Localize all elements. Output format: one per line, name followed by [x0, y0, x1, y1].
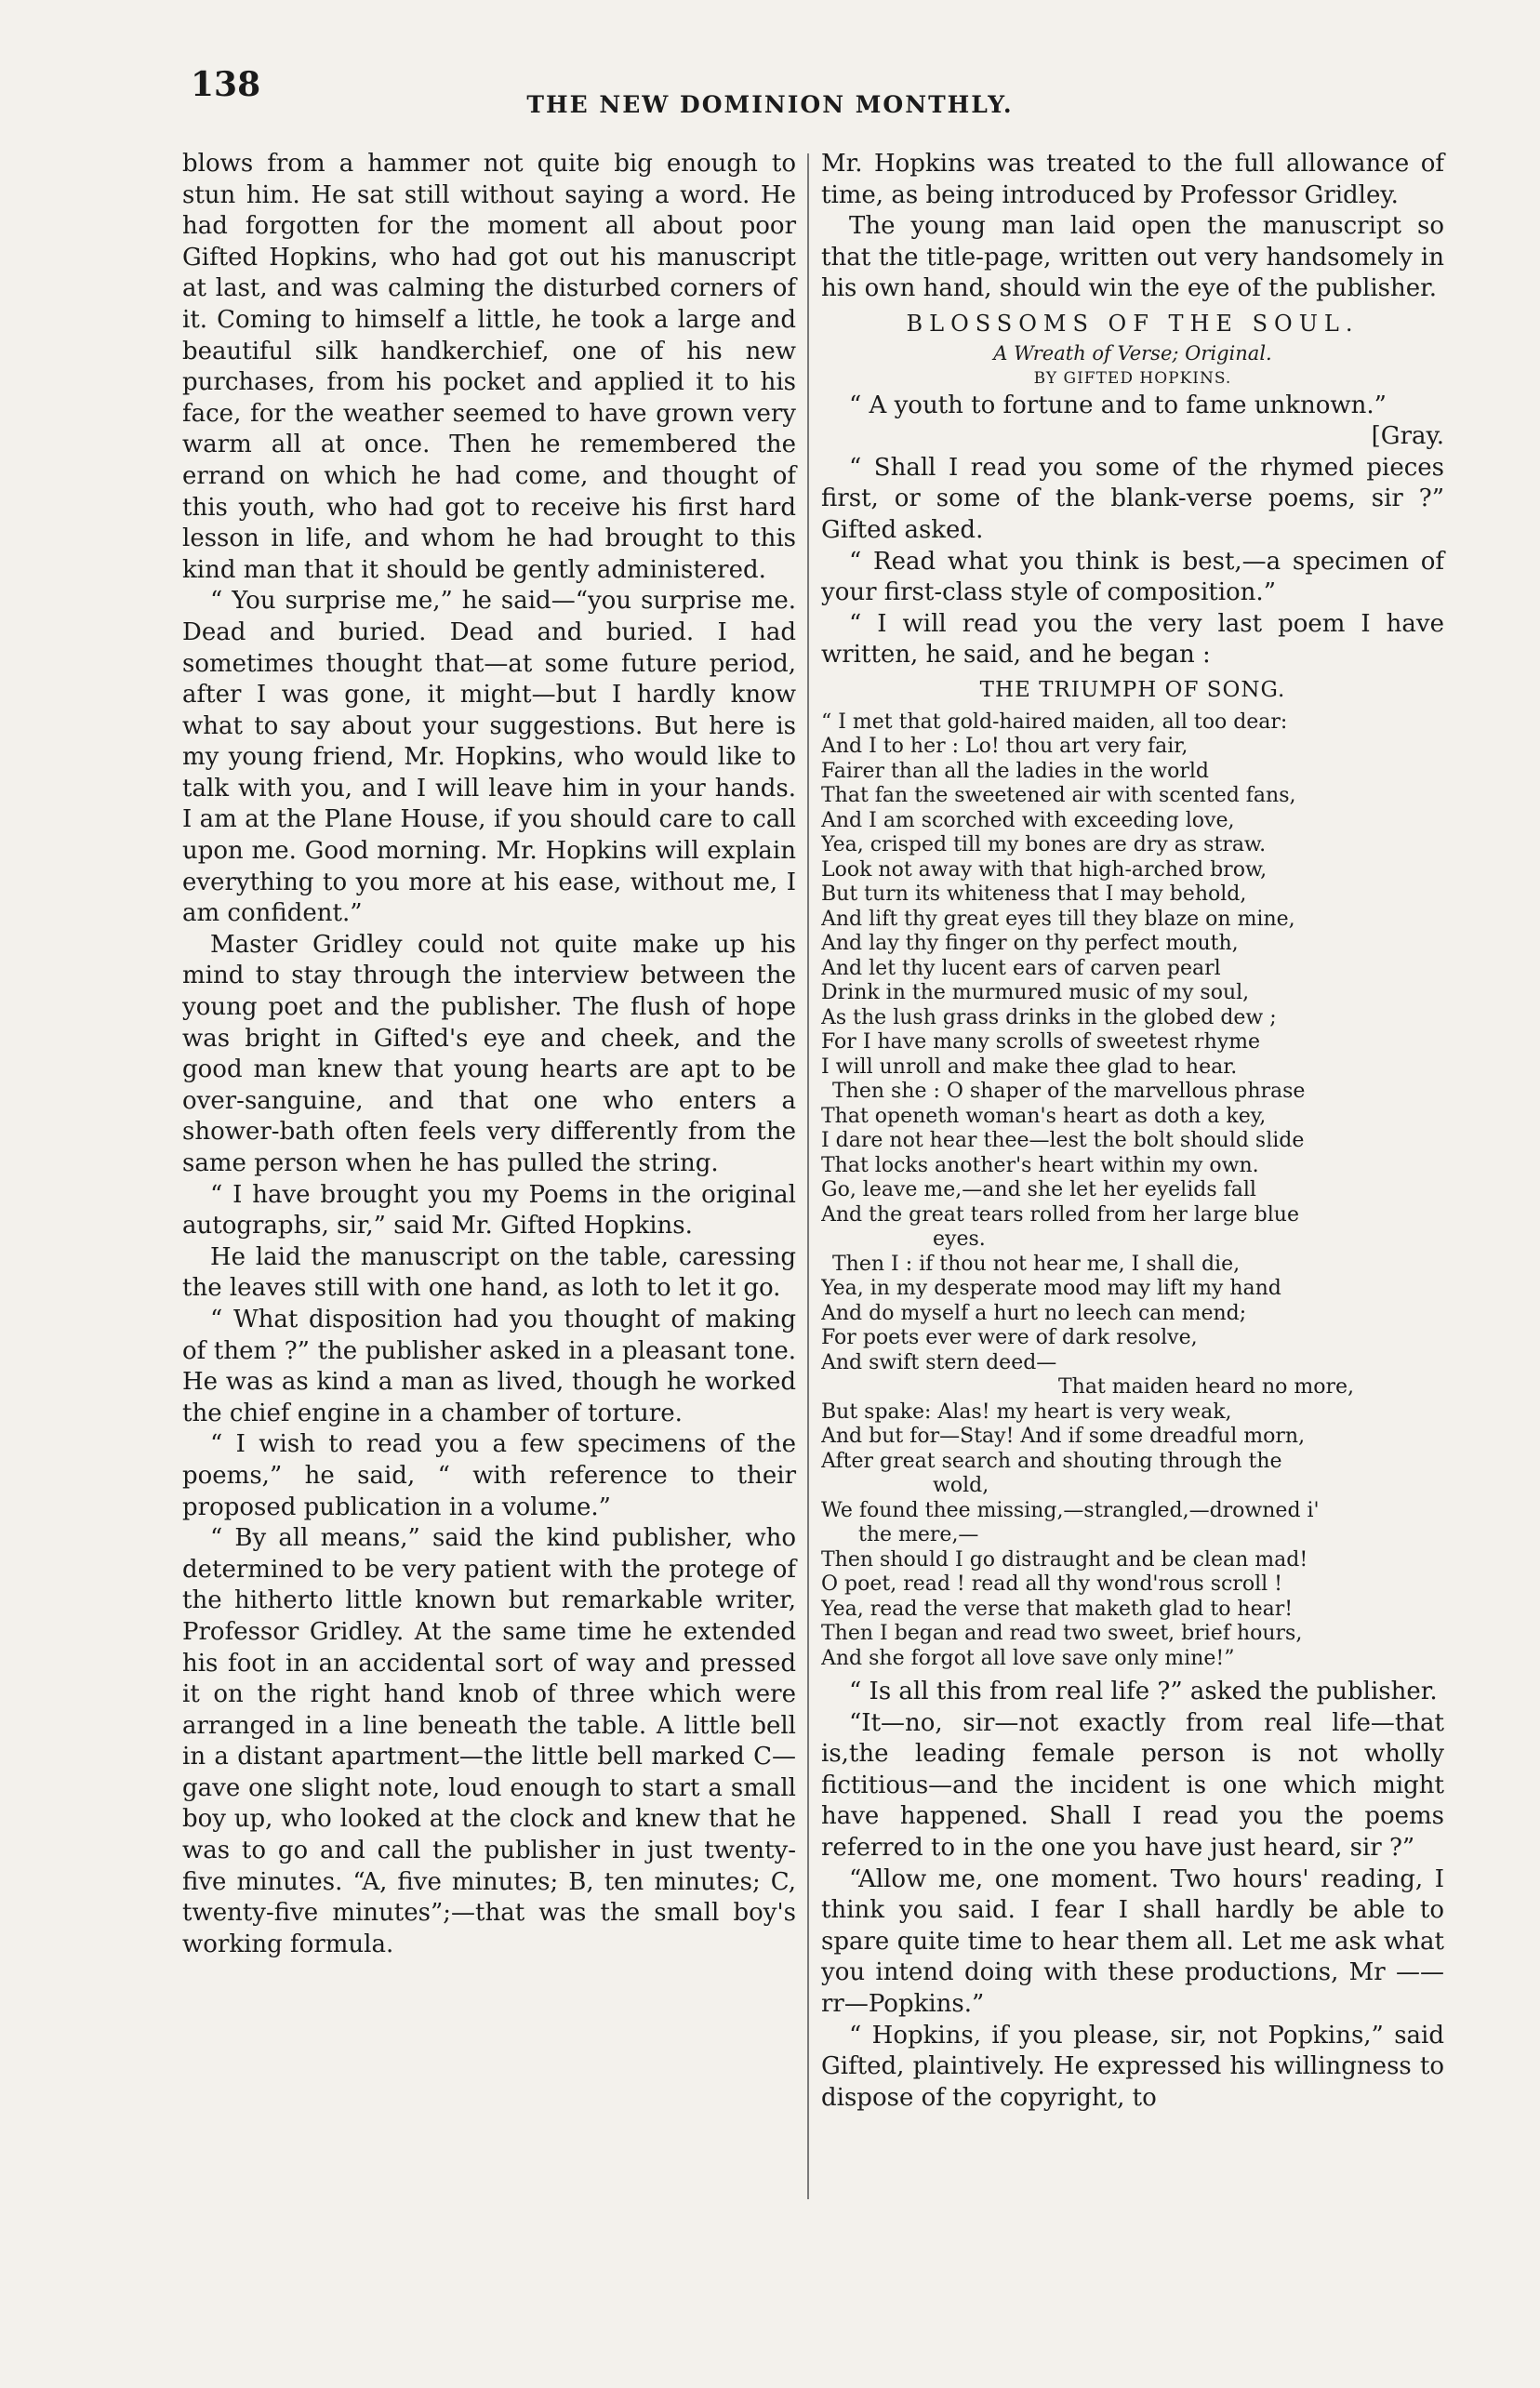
book-title: BLOSSOMS OF THE SOUL. — [906, 310, 1360, 337]
poem-line: And the great tears rolled from her large blue — [821, 1202, 1299, 1227]
paragraph: “ I have brought you my Poems in the original autographs, sir,” said Mr. Gifted Hopkins. — [182, 1180, 796, 1240]
paragraph: The young man laid open the manuscript so that the title-page, written out very handsomely in his own hand, should win the eye of the publisher. — [821, 212, 1444, 303]
poem-line: We found thee missing,—strangled,—drowned i' — [821, 1498, 1320, 1522]
poem-line: wold, — [933, 1474, 989, 1497]
poem-line: Drink in the murmured music of my soul, — [821, 981, 1250, 1004]
column-divider — [807, 153, 809, 2199]
paragraph: Mr. Hopkins was treated to the full allowance of time, as being introduced by Professor Gridley. — [821, 150, 1444, 209]
poem-line: “ I met that gold-haired maiden, all too dear: — [821, 710, 1288, 734]
poem-line: But spake: Alas! my heart is very weak, — [821, 1400, 1232, 1424]
poem-line: Then should I go distraught and be clean mad! — [821, 1547, 1308, 1572]
poem-line: Then she : O shaper of the marvellous phrase — [832, 1080, 1306, 1103]
book-byline: BY GIFTED HOPKINS. — [1033, 368, 1232, 388]
paragraph: “ I will read you the very last poem I have written, he said, and he began : — [821, 609, 1444, 670]
poem-line: Go, leave me,—and she let her eyelids fall — [821, 1178, 1256, 1201]
poem-line: Fairer than all the ladies in the world — [821, 759, 1209, 783]
poem-line: And do myself a hurt no leech can mend; — [821, 1301, 1247, 1325]
right-column — [821, 149, 1444, 2114]
paragraph: “ You surprise me,” he said—“you surprise me. Dead and buried. Dead and buried. I had sometimes thought that—at some future period, after I was gone, it might—but I hardly know what to say about your suggestions. But here is my young friend, Mr. Hopkins, who would like to talk with you, and I will leave him in your hands. I am at the Plane House, if you should care to call upon me. Good morning. Mr. Hopkins will explain everything to you more at his ease, without me, I am confident.” — [182, 587, 796, 928]
poem-line: That fan the sweetened air with scented fans, — [821, 784, 1296, 807]
book-subtitle: A Wreath of Verse; Original. — [993, 341, 1272, 365]
poem-line: Yea, crisped till my bones are dry as straw. — [821, 833, 1267, 856]
poem-line: Yea, in my desperate mood may lift my hand — [821, 1277, 1281, 1300]
poem-line: Look not away with that high-arched brow, — [821, 857, 1268, 882]
poem-line: As the lush grass drinks in the globed dew ; — [821, 1005, 1277, 1029]
paragraph: “ Hopkins, if you please, sir, not Popkins,” said Gifted, plaintively. He expressed his willingness to dispose of the copyright, to — [821, 2021, 1444, 2112]
poem-title: THE TRIUMPH OF SONG. — [979, 677, 1286, 702]
poem-line: O poet, read ! read all thy wond'rous scroll ! — [821, 1572, 1282, 1596]
poem-line: Then I began and read two sweet, brief hours, — [821, 1622, 1303, 1645]
poem-line: That locks another's heart within my own. — [821, 1153, 1259, 1177]
poem-line: That maiden heard no more, — [1058, 1375, 1355, 1399]
paragraph: “ By all means,” said the kind publisher, who determined to be very patient with the protege of the hitherto little known but remarkable writer, Professor Gridley. At the same time he extended his foot in an accidental sort of way and pressed it on the right hand knob of three which were arranged in a line beneath the table. A little bell in a distant apartment—the little bell marked C—gave one slight note, loud enough to start a small boy up, who looked at the clock and knew that he was to go and call the publisher in just twenty-five minutes. “A, five minutes; B, ten minutes; C, twenty-five minutes”;—that was the small boy's working formula. — [182, 1524, 796, 1958]
page-number: 138 — [191, 65, 261, 104]
paragraph: “ Shall I read you some of the rhymed pieces first, or some of the blank-verse poems, sir ?” Gifted asked. — [821, 453, 1444, 544]
poem-line: After great search and shouting through the — [821, 1449, 1282, 1473]
poem — [821, 710, 1444, 1672]
poem-line: That openeth woman's heart as doth a key, — [821, 1104, 1267, 1128]
poem-line: For I have many scrolls of sweetest rhyme — [821, 1030, 1261, 1054]
paragraph: “It—no, sir—not exactly from real life—that is,the leading female person is not wholly fictitious—and the incident is one which might have happened. Shall I read you the poems referred to in the one you have just heard, sir ?” — [821, 1708, 1444, 1862]
poem-line: I will unroll and make thee glad to hear. — [821, 1055, 1238, 1079]
paragraph: “Allow me, one moment. Two hours' reading, I think you said. I fear I shall hardly be able to spare quite time to hear them all. Let me ask what you intend doing with these productions, Mr ——rr—Popkins.” — [821, 1864, 1444, 2018]
poem-line: And but for—Stay! And if some dreadful morn, — [821, 1425, 1306, 1448]
poem-line: And I to her : Lo! thou art very fair, — [821, 735, 1188, 758]
epigraph-attribution: [Gray. — [1371, 422, 1444, 451]
poem-line: And swift stern deed— — [821, 1350, 1057, 1374]
poem-line: And lift thy great eyes till they blaze on mine, — [821, 907, 1295, 931]
poem-line: eyes. — [933, 1227, 986, 1251]
poem-line: And let thy lucent ears of carven pearl — [821, 956, 1221, 980]
poem-line: I dare not hear thee—lest the bolt should slide — [821, 1129, 1305, 1152]
running-head: THE NEW DOMINION MONTHLY. — [526, 91, 1014, 118]
paragraph: He laid the manuscript on the table, caressing the leaves still with one hand, as loth to let it go. — [182, 1242, 796, 1303]
paragraph: blows from a hammer not quite big enough to stun him. He sat still without saying a word. He had forgotten for the moment all about poor Gifted Hopkins, who had got out his manuscript at last, and was calming the disturbed corners of it. Coming to himself a little, he took a large and beautiful silk handkerchief, one of his new purchases, from his pocket and applied it to his face, for the weather seemed to have grown very warm all at once. Then he remembered the errand on which he had come, and thought of this youth, who had got to receive his first hard lesson in life, and whom he had brought to this kind man that it should be gently administered. — [182, 150, 796, 584]
paragraph: Master Gridley could not quite make up his mind to stay through the interview between the young poet and the publisher. The flush of hope was bright in Gifted's eye and cheek, and the good man knew that young hearts are apt to be over-sanguine, and that one who enters a shower-bath often feels very differently from the same person when he has pulled the string. — [182, 930, 796, 1177]
poem-line: And I am scorched with exceeding love, — [821, 808, 1235, 832]
left-column — [182, 149, 796, 1960]
paragraph: “ Read what you think is best,—a specimen of your first-class style of composition.” — [821, 547, 1444, 607]
poem-line: But turn its whiteness that I may behold, — [821, 882, 1247, 906]
poem-line: For poets ever were of dark resolve, — [821, 1326, 1198, 1349]
poem-line: the mere,— — [858, 1523, 979, 1546]
epigraph: “ A youth to fortune and to fame unknown.” — [849, 391, 1387, 419]
poem-line: Yea, read the verse that maketh glad to hear! — [821, 1597, 1294, 1621]
poem-line: And lay thy finger on thy perfect mouth, — [821, 932, 1239, 955]
paragraph: “ What disposition had you thought of making of them ?” the publisher asked in a pleasant tone. He was as kind a man as lived, though he worked the chief engine in a chamber of torture. — [182, 1305, 796, 1427]
poem-line: And she forgot all love save only mine!” — [821, 1646, 1235, 1670]
paragraph: “ Is all this from real life ?” asked the publisher. — [849, 1678, 1438, 1705]
poem-line: Then I : if thou not hear me, I shall die, — [832, 1252, 1241, 1276]
paragraph: “ I wish to read you a few specimens of the poems,” he said, “ with reference to their proposed publication in a volume.” — [182, 1430, 796, 1521]
